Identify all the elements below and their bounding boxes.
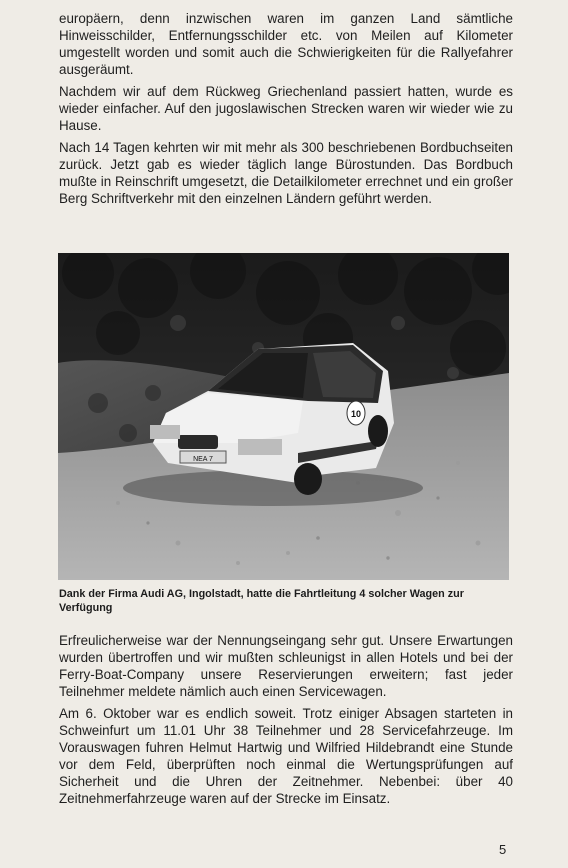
license-plate: NEA 7 — [193, 456, 213, 463]
paragraph: Nachdem wir auf dem Rückweg Griechenland passiert hatten, wurde es wieder einfacher. Auf den jugoslawischen Strecken waren wir wieder wie zu Hause. — [59, 84, 513, 133]
bottom-text-block — [59, 632, 513, 812]
photo-illustration — [58, 253, 509, 580]
rally-car-photo — [58, 253, 509, 580]
paragraph: Am 6. Oktober war es endlich soweit. Trotz einiger Absagen starteten in Schweinfurt um 11.01 Uhr 38 Teilnehmer und 28 Servicefahrzeuge. Im Vorauswagen fuhren Helmut Hartwig und Wilfried Hildebrandt eine Stunde vor dem Feld, überprüften noch einmal die Wertungsprüfungen auf Sicherheit und die Uhren der Zeitnehmer. Nebenbei: über 40 Zeitnehmerfahrzeuge waren auf der Strecke im Einsatz. — [59, 706, 513, 806]
paragraph: Nach 14 Tagen kehrten wir mit mehr als 300 beschriebenen Bordbuchseiten zurück. Jetzt gab es wieder täglich lange Bürostunden. Das Bordbuch mußte in Reinschrift umgesetzt, die Detailkilometer errechnet und ein großer Berg Schriftverkehr mit den einzelnen Ländern geführt werden. — [59, 140, 513, 206]
photo-caption: Dank der Firma Audi AG, Ingolstadt, hatte die Fahrtleitung 4 solcher Wagen zur Verfügung — [59, 588, 464, 614]
top-text-block — [59, 10, 513, 212]
paragraph: europäern, denn inzwischen waren im ganzen Land sämtliche Hinweisschilder, Entfernungsschilder etc. von Meilen auf Kilometer umgestellt worden und somit auch die Schwierigkeiten für die Rallyefahrer ausgeräumt. — [59, 11, 513, 77]
door-number: 10 — [350, 409, 362, 419]
page-number: 5 — [499, 842, 507, 857]
paragraph: Erfreulicherweise war der Nennungseingang sehr gut. Unsere Erwartungen wurden übertroffen und wir mußten schleunigst in allen Hotels und bei der Ferry-Boat-Company unsere Reservierungen erweitern; fast jeder Teilnehmer meldete nämlich auch einen Servicewagen. — [59, 633, 513, 699]
